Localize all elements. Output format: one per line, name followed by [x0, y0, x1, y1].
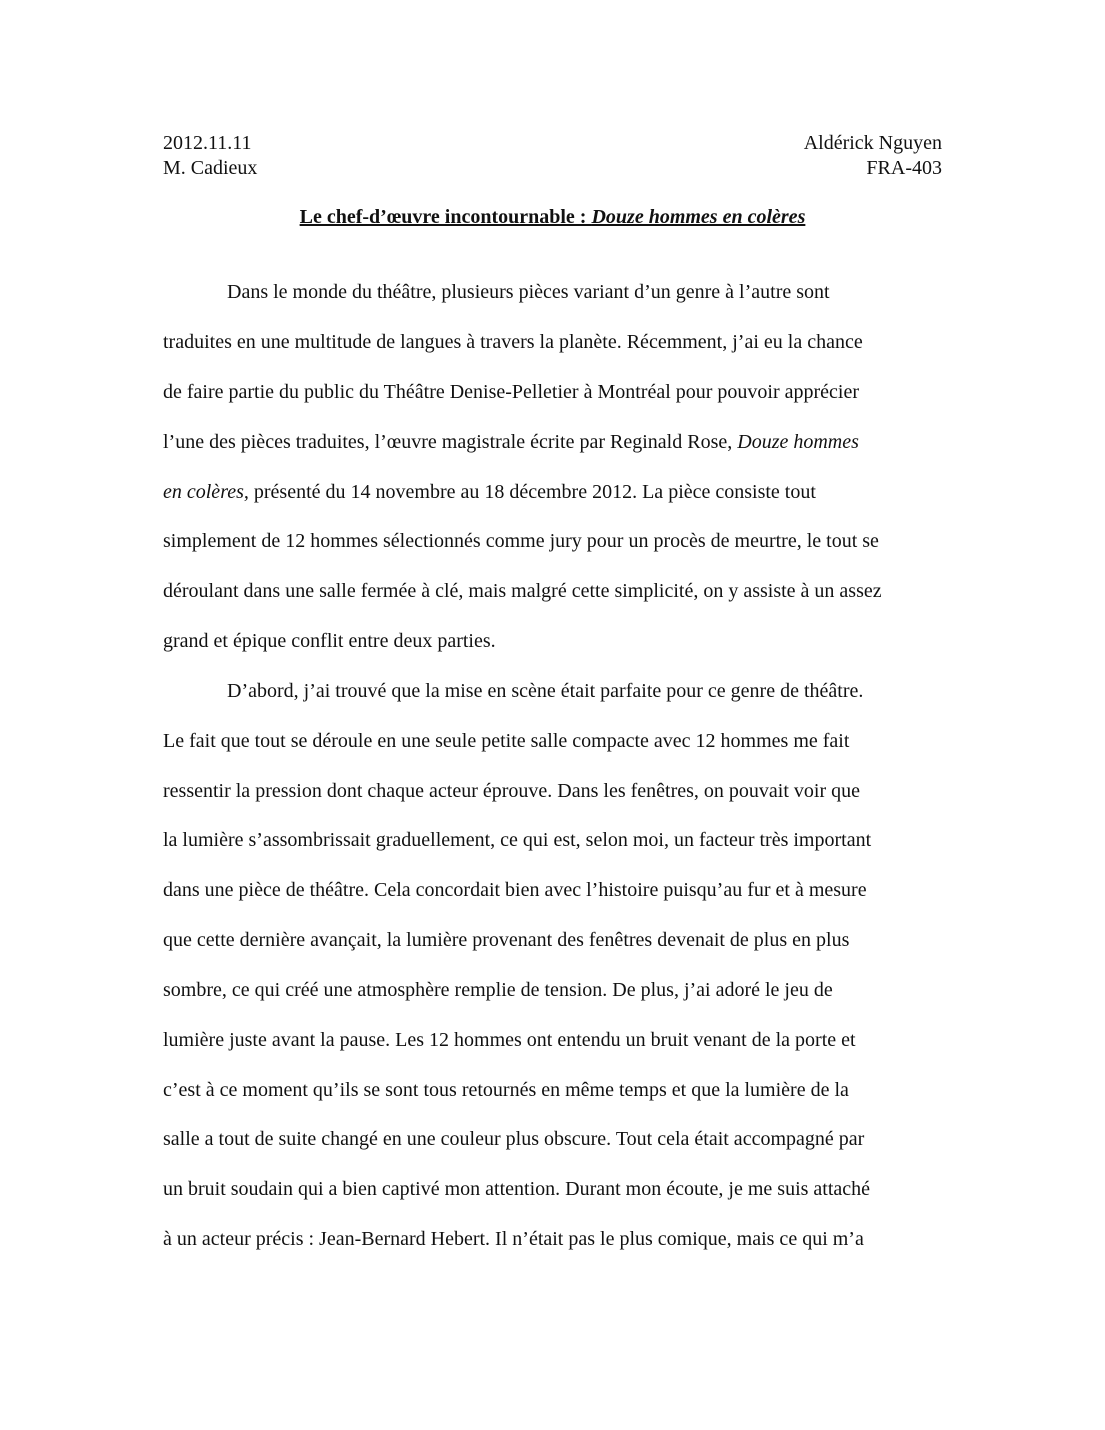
body-line: traduites en une multitude de langues à travers la planète. Récemment, j’ai eu la chance [163, 331, 863, 353]
body-line: dans une pièce de théâtre. Cela concordait bien avec l’histoire puisqu’au fur et à mesure [163, 879, 867, 901]
body-line [163, 478, 816, 506]
body-line: c’est à ce moment qu’ils se sont tous retournés en même temps et que la lumière de la [163, 1079, 849, 1101]
body-text: l’une des pièces traduites, l’œuvre magistrale écrite par Reginald Rose, [163, 431, 738, 453]
header-date: 2012.11.11 [163, 132, 252, 154]
body-line: ressentir la pression dont chaque acteur éprouve. Dans les fenêtres, on pouvait voir que [163, 780, 860, 802]
body-line: déroulant dans une salle fermée à clé, mais malgré cette simplicité, on y assiste à un assez [163, 580, 882, 602]
header-row-1 [163, 130, 942, 156]
body-line [163, 428, 859, 456]
body-line: sombre, ce qui créé une atmosphère remplie de tension. De plus, j’ai adoré le jeu de [163, 979, 833, 1001]
body-line: simplement de 12 hommes sélectionnés comme jury pour un procès de meurtre, le tout se [163, 530, 879, 552]
body-line: que cette dernière avançait, la lumière provenant des fenêtres devenait de plus en plus [163, 929, 850, 951]
body-text-italic: Douze hommes [737, 431, 859, 453]
header-teacher: M. Cadieux [163, 157, 258, 179]
body-line: lumière juste avant la pause. Les 12 hommes ont entendu un bruit venant de la porte et [163, 1029, 856, 1051]
body-line: la lumière s’assombrissait graduellement, ce qui est, selon moi, un facteur très important [163, 829, 872, 851]
title-work: Douze hommes en colères [591, 206, 806, 228]
body-line: salle a tout de suite changé en une couleur plus obscure. Tout cela était accompagné par [163, 1128, 865, 1150]
body-line: grand et épique conflit entre deux parties. [163, 630, 496, 652]
title-prefix: Le chef-d’œuvre incontournable : [299, 206, 592, 228]
body-line: un bruit soudain qui a bien captivé mon attention. Durant mon écoute, je me suis attaché [163, 1178, 871, 1200]
essay-title [163, 203, 942, 231]
body-line: Dans le monde du théâtre, plusieurs pièces variant d’un genre à l’autre sont [227, 281, 830, 303]
header-author: Aldérick Nguyen [803, 132, 942, 154]
body-line: Le fait que tout se déroule en une seule petite salle compacte avec 12 hommes me fait [163, 730, 850, 752]
header-row-2 [163, 155, 942, 181]
body-line: à un acteur précis : Jean-Bernard Hebert. Il n’était pas le plus comique, mais ce qui m’a [163, 1228, 864, 1250]
body-text-italic: en colères, [163, 481, 249, 503]
body-line: de faire partie du public du Théâtre Denise-Pelletier à Montréal pour pouvoir apprécier [163, 381, 860, 403]
body-text: présenté du 14 novembre au 18 décembre 2012. La pièce consiste tout [248, 481, 816, 503]
body-line: D’abord, j’ai trouvé que la mise en scène était parfaite pour ce genre de théâtre. [227, 680, 864, 702]
header-course: FRA-403 [866, 157, 942, 179]
